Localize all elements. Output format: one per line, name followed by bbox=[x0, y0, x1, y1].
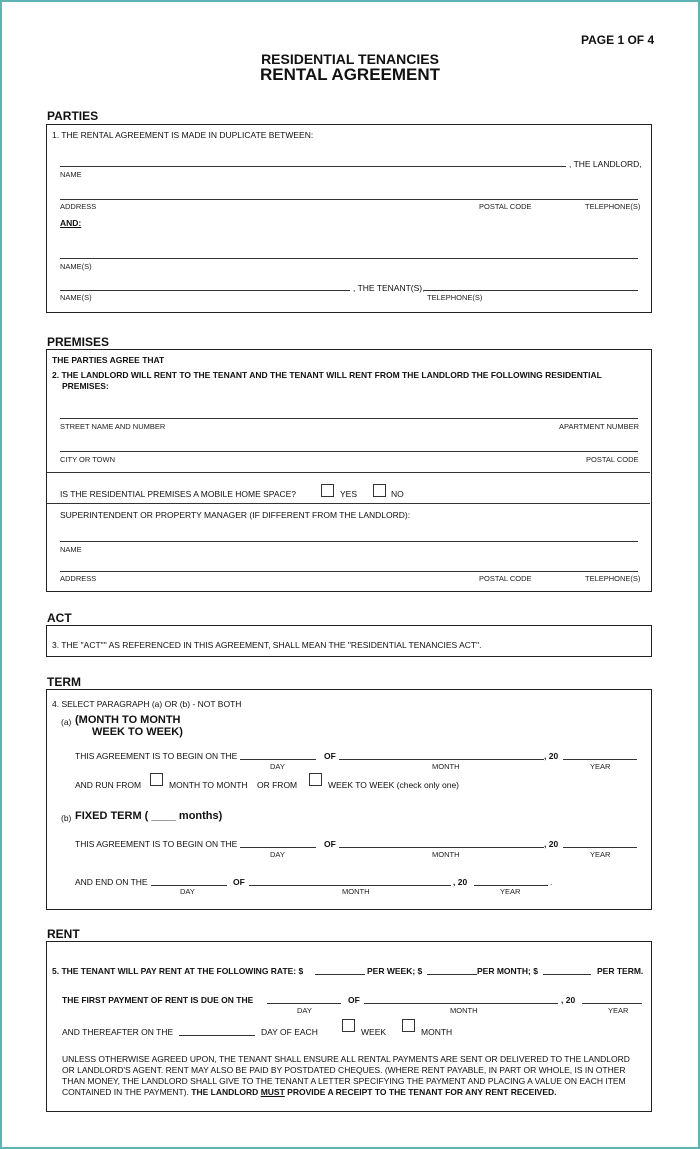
week-checkbox[interactable] bbox=[342, 1019, 355, 1032]
postal-code-label: POSTAL CODE bbox=[586, 455, 639, 464]
begin-year-line-b[interactable] bbox=[563, 847, 637, 848]
begin-day-line-b[interactable] bbox=[240, 847, 316, 848]
address-label: ADDRESS bbox=[60, 202, 97, 211]
parties-item1: 1. THE RENTAL AGREEMENT IS MADE IN DUPLICATE BETWEEN: bbox=[52, 130, 314, 140]
first-payment-day-line[interactable] bbox=[267, 1003, 341, 1004]
twenty-label-end: , 20 bbox=[453, 877, 468, 887]
per-week-label: PER WEEK; $ bbox=[367, 966, 423, 976]
rent-paragraph-line2: OR LANDLORD'S AGENT. RENT MAY ALSO BE PAID BY POSTDATED CHEQUES. (WHERE RENT PAYABLE, IN PART OR WHOLE, IS IN OTHER bbox=[62, 1065, 626, 1075]
landlord-address-line[interactable] bbox=[60, 199, 638, 200]
option-a-title-2: WEEK TO WEEK) bbox=[92, 726, 183, 738]
first-payment-day-label: DAY bbox=[297, 1006, 312, 1015]
month-label: MONTH bbox=[421, 1027, 453, 1037]
first-payment-year-line[interactable] bbox=[582, 1003, 642, 1004]
act-heading: ACT bbox=[47, 611, 72, 625]
city-line[interactable] bbox=[60, 451, 638, 452]
manager-name-line[interactable] bbox=[60, 541, 638, 542]
landlord-name-line[interactable] bbox=[60, 166, 566, 167]
rent-item5: 5. THE TENANT WILL PAY RENT AT THE FOLLOWING RATE: $ bbox=[52, 966, 304, 976]
the-tenant-label: , THE TENANT(S), bbox=[353, 283, 425, 293]
month-to-month-label: MONTH TO MONTH bbox=[169, 780, 248, 790]
begin-label-a: THIS AGREEMENT IS TO BEGIN ON THE bbox=[75, 751, 238, 761]
begin-year-line-a[interactable] bbox=[563, 759, 637, 760]
title-line-2: RENTAL AGREEMENT bbox=[259, 65, 441, 84]
end-year-line[interactable] bbox=[474, 885, 548, 886]
option-a-title-1: (MONTH TO MONTH bbox=[75, 714, 181, 726]
rent-paragraph-line4 bbox=[62, 1087, 557, 1097]
premises-box bbox=[46, 349, 652, 592]
tenant-telephone-line[interactable] bbox=[424, 290, 638, 291]
run-from-label: AND RUN FROM bbox=[75, 780, 142, 790]
option-b-label: (b) bbox=[61, 813, 72, 823]
term-box bbox=[46, 689, 652, 910]
tenant-names-line-2[interactable] bbox=[60, 290, 350, 291]
or-from-label: OR FROM bbox=[257, 780, 298, 790]
receipt-notice-must: MUST bbox=[260, 1087, 285, 1097]
twenty-label-b: , 20 bbox=[544, 839, 559, 849]
page-number: PAGE 1 OF 4 bbox=[581, 33, 655, 47]
rent-box bbox=[46, 941, 652, 1112]
end-on-label: AND END ON THE bbox=[75, 877, 148, 887]
first-payment-month-line[interactable] bbox=[364, 1003, 558, 1004]
mobile-home-yes-checkbox[interactable] bbox=[321, 484, 334, 497]
week-label: WEEK bbox=[361, 1027, 387, 1037]
rent-heading: RENT bbox=[47, 927, 80, 941]
end-day-label: DAY bbox=[180, 887, 195, 896]
manager-address-line[interactable] bbox=[60, 571, 638, 572]
manager-name-label: NAME bbox=[60, 545, 82, 554]
premises-item2-line1: 2. THE LANDLORD WILL RENT TO THE TENANT AND THE TENANT WILL RENT FROM THE LANDLORD THE FOLLOWING RESIDENTIAL bbox=[52, 370, 602, 380]
end-period: . bbox=[550, 877, 553, 887]
of-label-end: OF bbox=[233, 877, 245, 887]
first-payment-year-label: YEAR bbox=[608, 1006, 629, 1015]
begin-label-b: THIS AGREEMENT IS TO BEGIN ON THE bbox=[75, 839, 238, 849]
month-checkbox[interactable] bbox=[402, 1019, 415, 1032]
no-label: NO bbox=[391, 489, 404, 499]
parties-heading: PARTIES bbox=[47, 109, 99, 123]
day-of-each-label: DAY OF EACH bbox=[261, 1027, 318, 1037]
superintendent-label: SUPERINTENDENT OR PROPERTY MANAGER (IF DIFFERENT FROM THE LANDLORD): bbox=[60, 510, 411, 520]
begin-month-line-b[interactable] bbox=[339, 847, 544, 848]
act-item3: 3. THE "ACT"" AS REFERENCED IN THIS AGREEMENT, SHALL MEAN THE "RESIDENTIAL TENANCIES ACT". bbox=[52, 640, 482, 650]
month-label-a: MONTH bbox=[432, 762, 460, 771]
parties-box bbox=[46, 124, 652, 313]
first-payment-of: OF bbox=[348, 995, 360, 1005]
first-payment-month-label: MONTH bbox=[450, 1006, 478, 1015]
thereafter-day-line[interactable] bbox=[179, 1035, 255, 1036]
per-term-label: PER TERM. bbox=[597, 966, 644, 976]
of-label-b: OF bbox=[324, 839, 336, 849]
manager-postal-label: POSTAL CODE bbox=[479, 574, 532, 583]
begin-day-line-a[interactable] bbox=[240, 759, 316, 760]
year-label-a: YEAR bbox=[590, 762, 611, 771]
the-landlord-label: , THE LANDLORD, bbox=[569, 159, 642, 169]
rent-paragraph-line4-text: CONTAINED IN THE PAYMENT). bbox=[62, 1087, 189, 1097]
year-label-b: YEAR bbox=[590, 850, 611, 859]
term-heading: TERM bbox=[47, 675, 81, 689]
month-to-month-checkbox[interactable] bbox=[150, 773, 163, 786]
manager-telephone-label: TELEPHONE(S) bbox=[585, 574, 641, 583]
week-to-week-label: WEEK TO WEEK (check only one) bbox=[328, 780, 460, 790]
option-a-label: (a) bbox=[61, 717, 72, 727]
day-label-a: DAY bbox=[270, 762, 285, 771]
premises-heading: PREMISES bbox=[47, 335, 110, 349]
and-label: AND: bbox=[60, 218, 82, 228]
street-line[interactable] bbox=[60, 418, 638, 419]
manager-address-label: ADDRESS bbox=[60, 574, 97, 583]
apartment-label: APARTMENT NUMBER bbox=[559, 422, 640, 431]
receipt-notice-part2: PROVIDE A RECEIPT TO THE TENANT FOR ANY RENT RECEIVED. bbox=[287, 1087, 557, 1097]
postal-code-label: POSTAL CODE bbox=[479, 202, 532, 211]
end-year-label: YEAR bbox=[500, 887, 521, 896]
per-week-amount-line[interactable] bbox=[315, 974, 365, 975]
mobile-home-no-checkbox[interactable] bbox=[373, 484, 386, 497]
rent-paragraph-line1: UNLESS OTHERWISE AGREED UPON, THE TENANT SHALL ENSURE ALL RENTAL PAYMENTS ARE SENT OR DELIVERED TO THE LANDLORD bbox=[62, 1054, 630, 1064]
premises-divider-1 bbox=[47, 472, 650, 473]
thereafter-label: AND THEREAFTER ON THE bbox=[62, 1027, 174, 1037]
per-month-amount-line[interactable] bbox=[427, 974, 477, 975]
premises-item2-line2: PREMISES: bbox=[62, 381, 109, 391]
end-month-label: MONTH bbox=[342, 887, 370, 896]
tenant-names-line[interactable] bbox=[60, 258, 638, 259]
option-b-title: FIXED TERM ( ____ months) bbox=[75, 810, 223, 822]
twenty-label-a: , 20 bbox=[544, 751, 559, 761]
city-label: CITY OR TOWN bbox=[60, 455, 116, 464]
street-label: STREET NAME AND NUMBER bbox=[60, 422, 166, 431]
per-term-amount-line[interactable] bbox=[543, 974, 591, 975]
of-label-a: OF bbox=[324, 751, 336, 761]
term-item4: 4. SELECT PARAGRAPH (a) OR (b) - NOT BOTH bbox=[52, 699, 242, 709]
receipt-notice-part1: THE LANDLORD bbox=[191, 1087, 259, 1097]
month-label-b: MONTH bbox=[432, 850, 460, 859]
name-label: NAME bbox=[60, 170, 82, 179]
title-line-1: RESIDENTIAL TENANCIES bbox=[261, 51, 439, 67]
begin-month-line-a[interactable] bbox=[339, 759, 544, 760]
telephone-label-2: TELEPHONE(S) bbox=[427, 293, 483, 302]
rent-paragraph-line3: THAN MONEY, THE LANDLORD SHALL GIVE TO THE TENANT A LETTER SPECIFYING THE PAYMENT AND PLACING A VALUE ON EACH ITEM bbox=[62, 1076, 626, 1086]
end-month-line[interactable] bbox=[249, 885, 451, 886]
names-label: NAME(S) bbox=[60, 262, 92, 271]
day-label-b: DAY bbox=[270, 850, 285, 859]
premises-divider-2 bbox=[47, 503, 650, 504]
end-day-line[interactable] bbox=[151, 885, 227, 886]
per-month-label: PER MONTH; $ bbox=[477, 966, 538, 976]
first-payment-label: THE FIRST PAYMENT OF RENT IS DUE ON THE bbox=[62, 995, 254, 1005]
mobile-home-question: IS THE RESIDENTIAL PREMISES A MOBILE HOME SPACE? bbox=[60, 489, 297, 499]
names-label-2: NAME(S) bbox=[60, 293, 92, 302]
week-to-week-checkbox[interactable] bbox=[309, 773, 322, 786]
telephone-label: TELEPHONE(S) bbox=[585, 202, 641, 211]
yes-label: YES bbox=[340, 489, 358, 499]
first-payment-twenty: , 20 bbox=[561, 995, 576, 1005]
parties-agree: THE PARTIES AGREE THAT bbox=[52, 355, 165, 365]
act-box bbox=[46, 625, 652, 657]
